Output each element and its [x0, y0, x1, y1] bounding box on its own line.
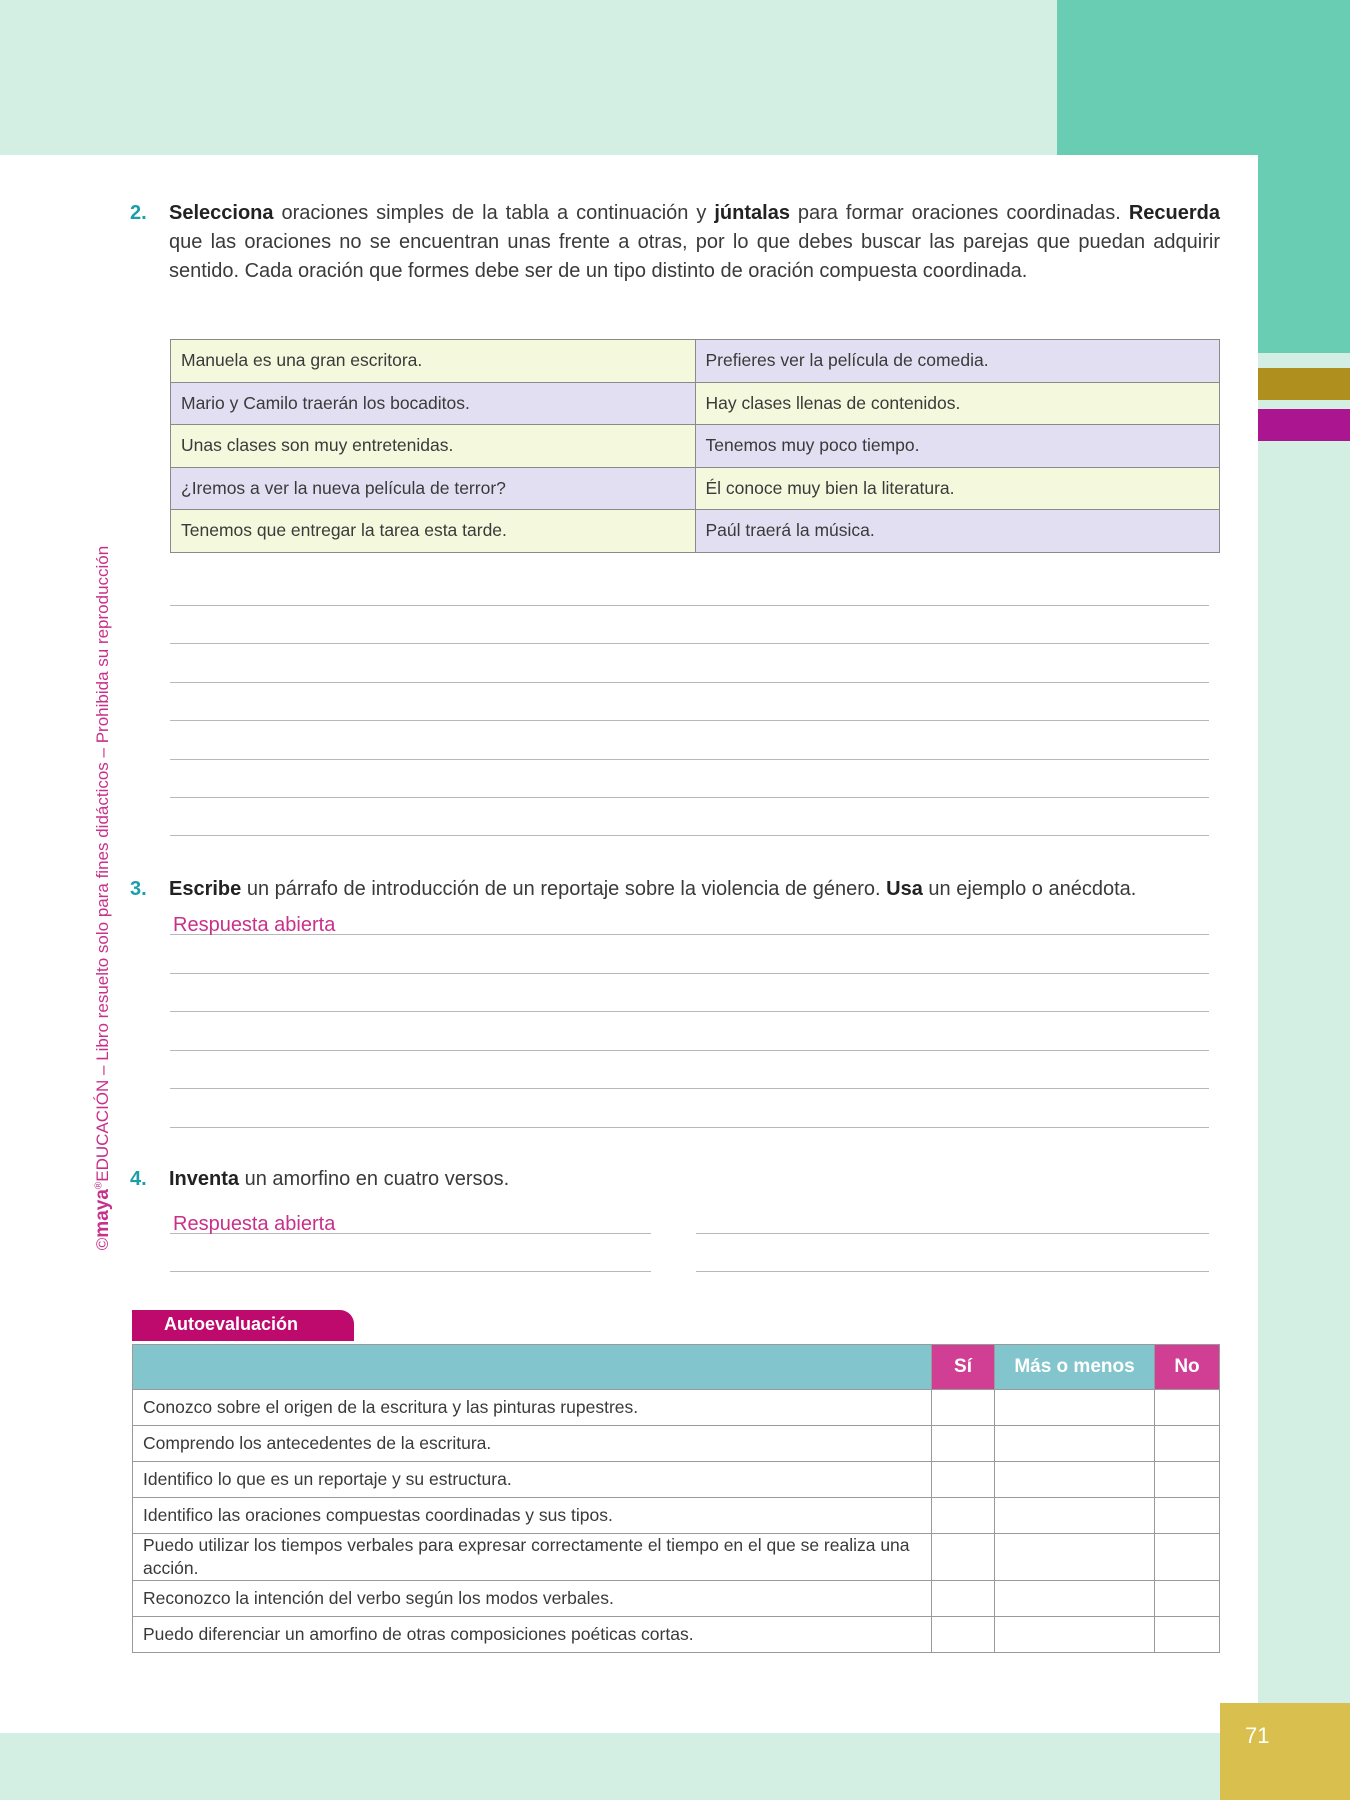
check-cell-mas-o-menos[interactable]: [995, 1498, 1155, 1534]
check-cell-si[interactable]: [932, 1581, 995, 1617]
answer-line[interactable]: [170, 682, 1209, 683]
check-cell-no[interactable]: [1155, 1498, 1220, 1534]
copyright-symbol: ©: [93, 1237, 112, 1251]
table-row: [171, 467, 1220, 510]
check-cell-mas-o-menos[interactable]: [995, 1462, 1155, 1498]
check-cell-si[interactable]: [932, 1534, 995, 1581]
question-text: [169, 875, 1220, 904]
text: un párrafo de introducción de un reportaje sobre la violencia de género.: [241, 878, 887, 900]
table-row: [133, 1462, 1220, 1498]
criterion: Identifico lo que es un reportaje y su estructura.: [133, 1462, 932, 1498]
question-text: [169, 199, 1220, 286]
criterion: Identifico las oraciones compuestas coordinadas y sus tipos.: [133, 1498, 932, 1534]
check-cell-no[interactable]: [1155, 1617, 1220, 1653]
check-cell-mas-o-menos[interactable]: [995, 1581, 1155, 1617]
sentence-cell: Tenemos muy poco tiempo.: [695, 425, 1220, 468]
criterion: Puedo diferenciar un amorfino de otras composiciones poéticas cortas.: [133, 1617, 932, 1653]
check-cell-mas-o-menos[interactable]: [995, 1390, 1155, 1426]
text: oraciones simples de la tabla a continuación y: [273, 202, 715, 224]
answer-line[interactable]: [696, 1233, 1209, 1234]
check-cell-si[interactable]: [932, 1498, 995, 1534]
check-cell-no[interactable]: [1155, 1426, 1220, 1462]
question-4: [130, 1165, 1220, 1194]
check-cell-mas-o-menos[interactable]: [995, 1617, 1155, 1653]
answer-line[interactable]: [170, 605, 1209, 606]
table-row: [171, 425, 1220, 468]
answer-line[interactable]: [170, 1011, 1209, 1012]
answer-line[interactable]: [170, 1088, 1209, 1089]
self-evaluation-table: [132, 1344, 1220, 1653]
sentence-cell: Paúl traerá la música.: [695, 510, 1220, 553]
check-cell-no[interactable]: [1155, 1462, 1220, 1498]
bold-verb: Usa: [886, 878, 923, 900]
answer-line[interactable]: [696, 1271, 1209, 1272]
table-row: [171, 382, 1220, 425]
text: un ejemplo o anécdota.: [922, 878, 1137, 900]
answer-line[interactable]: [170, 1127, 1209, 1128]
sentence-cell: ¿Iremos a ver la nueva película de terror?: [171, 467, 696, 510]
sentence-cell: Unas clases son muy entretenidas.: [171, 425, 696, 468]
header-si: Sí: [932, 1345, 995, 1390]
answer-line[interactable]: [170, 797, 1209, 798]
criterion: Comprendo los antecedentes de la escritura.: [133, 1426, 932, 1462]
sentence-cell: Prefieres ver la película de comedia.: [695, 340, 1220, 383]
check-cell-si[interactable]: [932, 1617, 995, 1653]
check-cell-mas-o-menos[interactable]: [995, 1534, 1155, 1581]
answer-line[interactable]: [170, 720, 1209, 721]
text: que las oraciones no se encuentran unas frente a otras, por lo que debes buscar las parejas que puedan adquirir sentido. Cada oración que formes debe ser de un tipo distinto de oración compuesta coordinada.: [169, 231, 1220, 282]
question-number: 3.: [130, 878, 147, 900]
answer-line[interactable]: [170, 1271, 651, 1272]
bold-verb: Selecciona: [169, 202, 274, 224]
table-row: [133, 1426, 1220, 1462]
notice-text: EDUCACIÓN – Libro resuelto solo para fines didácticos – Prohibida su reproducción: [93, 545, 112, 1182]
criterion: Reconozco la intención del verbo según los modos verbales.: [133, 1581, 932, 1617]
criterion: Puedo utilizar los tiempos verbales para expresar correctamente el tiempo en el que se realiza una acción.: [133, 1534, 932, 1581]
check-cell-no[interactable]: [1155, 1534, 1220, 1581]
answer-text[interactable]: Respuesta abierta: [173, 1213, 336, 1235]
sentence-cell: Manuela es una gran escritora.: [171, 340, 696, 383]
answer-line[interactable]: [170, 759, 1209, 760]
header-blank: [133, 1345, 932, 1390]
question-2: [130, 199, 1220, 286]
decor-magenta-bar: [1258, 409, 1350, 441]
bold-verb: júntalas: [714, 202, 790, 224]
question-3: [130, 875, 1220, 904]
check-cell-si[interactable]: [932, 1426, 995, 1462]
question-text: [169, 1165, 1220, 1194]
question-number: 2.: [130, 202, 147, 224]
brand-logo: maya: [92, 1189, 113, 1238]
table-row: [133, 1581, 1220, 1617]
table-row: [133, 1498, 1220, 1534]
check-cell-no[interactable]: [1155, 1390, 1220, 1426]
question-number: 4.: [130, 1168, 147, 1190]
table-row: [171, 510, 1220, 553]
bold-verb: Inventa: [169, 1168, 240, 1190]
copyright-notice: [92, 546, 114, 1250]
header-mas-o-menos: Más o menos: [995, 1345, 1155, 1390]
answer-line[interactable]: [170, 835, 1209, 836]
header-no: No: [1155, 1345, 1220, 1390]
answer-text[interactable]: Respuesta abierta: [173, 914, 336, 936]
sentence-cell: Mario y Camilo traerán los bocaditos.: [171, 382, 696, 425]
table-row: [133, 1390, 1220, 1426]
table-row: [133, 1617, 1220, 1653]
check-cell-si[interactable]: [932, 1390, 995, 1426]
registered-mark: ®: [93, 1181, 105, 1190]
check-cell-no[interactable]: [1155, 1581, 1220, 1617]
self-evaluation-tab: Autoevaluación: [132, 1310, 354, 1341]
check-cell-si[interactable]: [932, 1462, 995, 1498]
text: para formar oraciones coordinadas.: [789, 202, 1129, 224]
page-number: 71: [1220, 1703, 1350, 1800]
answer-line[interactable]: [170, 643, 1209, 644]
sentences-table: [170, 339, 1220, 553]
text: un amorfino en cuatro versos.: [239, 1168, 510, 1190]
table-row: [133, 1534, 1220, 1581]
bold-verb: Escribe: [169, 878, 242, 900]
bold-verb: Recuerda: [1128, 202, 1220, 224]
decor-olive-bar: [1258, 368, 1350, 400]
sentence-cell: Hay clases llenas de contenidos.: [695, 382, 1220, 425]
criterion: Conozco sobre el origen de la escritura y las pinturas rupestres.: [133, 1390, 932, 1426]
sentence-cell: Él conoce muy bien la literatura.: [695, 467, 1220, 510]
sentence-cell: Tenemos que entregar la tarea esta tarde.: [171, 510, 696, 553]
answer-line[interactable]: [170, 973, 1209, 974]
check-cell-mas-o-menos[interactable]: [995, 1426, 1155, 1462]
answer-line[interactable]: [170, 1050, 1209, 1051]
table-row: [171, 340, 1220, 383]
